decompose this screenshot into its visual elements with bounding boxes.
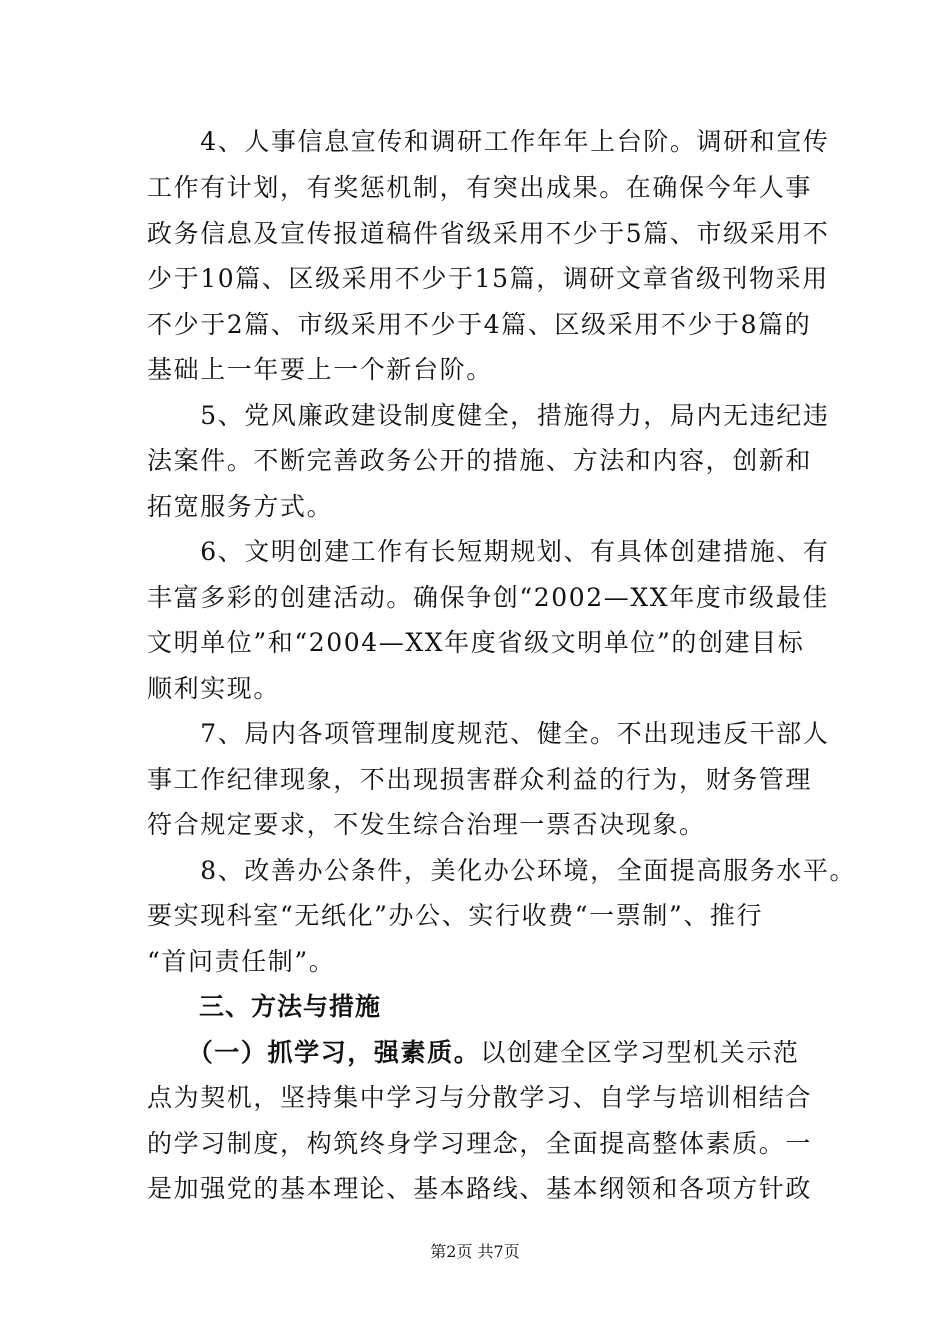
paragraph-lead-rest: 以创建全区学习型机关示范 xyxy=(480,1038,800,1067)
text-line: 法案件。不断完善政务公开的措施、方法和内容，创新和 xyxy=(147,446,813,475)
text-line: 要实现科室“无纸化”办公、实行收费“一票制”、推行 xyxy=(147,901,764,930)
text-line: 6、文明创建工作有长短期规划、有具体创建措施、有 xyxy=(147,537,830,566)
section-heading: 三、方法与措施 xyxy=(147,992,382,1021)
page-number-footer: 第2页 共7页 xyxy=(430,1242,520,1261)
text-line: 事工作纪律现象，不出现损害群众利益的行为，财务管理 xyxy=(147,765,813,794)
text-line: 是加强党的基本理论、基本路线、基本纲领和各项方针政 xyxy=(147,1174,813,1203)
text-line: 丰富多彩的创建活动。确保争创“2002—XX年度市级最佳 xyxy=(147,583,829,612)
text-line: 工作有计划，有奖惩机制，有突出成果。在确保今年人事 xyxy=(147,173,813,202)
text-line: 4、人事信息宣传和调研工作年年上台阶。调研和宣传 xyxy=(147,127,830,156)
text-line: 符合规定要求，不发生综合治理一票否决现象。 xyxy=(147,810,706,839)
text-line: 7、局内各项管理制度规范、健全。不出现违反干部人 xyxy=(147,719,830,748)
text-line: 5、党风廉政建设制度健全，措施得力，局内无违纪违 xyxy=(147,401,830,430)
text-line: 文明单位”和“2004—XX年度省级文明单位”的创建目标 xyxy=(147,628,805,657)
text-line: “首问责任制”。 xyxy=(147,947,336,976)
text-line: 少于10篇、区级采用不少于15篇，调研文章省级刊物采用 xyxy=(147,264,829,293)
text-line: 的学习制度，构筑终身学习理念，全面提高整体素质。一 xyxy=(147,1129,813,1158)
text-line: 点为契机，坚持集中学习与分散学习、自学与培训相结合 xyxy=(147,1083,813,1112)
text-line: 不少于2篇、市级采用不少于4篇、区级采用不少于8篇的 xyxy=(147,310,812,339)
text-line: 政务信息及宣传报道稿件省级采用不少于5篇、市级采用不 xyxy=(147,219,830,248)
text-line: 拓宽服务方式。 xyxy=(147,492,334,521)
paragraph-lead: （一）抓学习，强素质。 xyxy=(147,1038,481,1067)
text-line: 8、改善办公条件，美化办公环境，全面提高服务水平。 xyxy=(147,856,857,885)
text-line: 顺利实现。 xyxy=(147,674,281,703)
text-line xyxy=(147,1038,800,1068)
text-line: 基础上一年要上一个新台阶。 xyxy=(147,355,493,384)
